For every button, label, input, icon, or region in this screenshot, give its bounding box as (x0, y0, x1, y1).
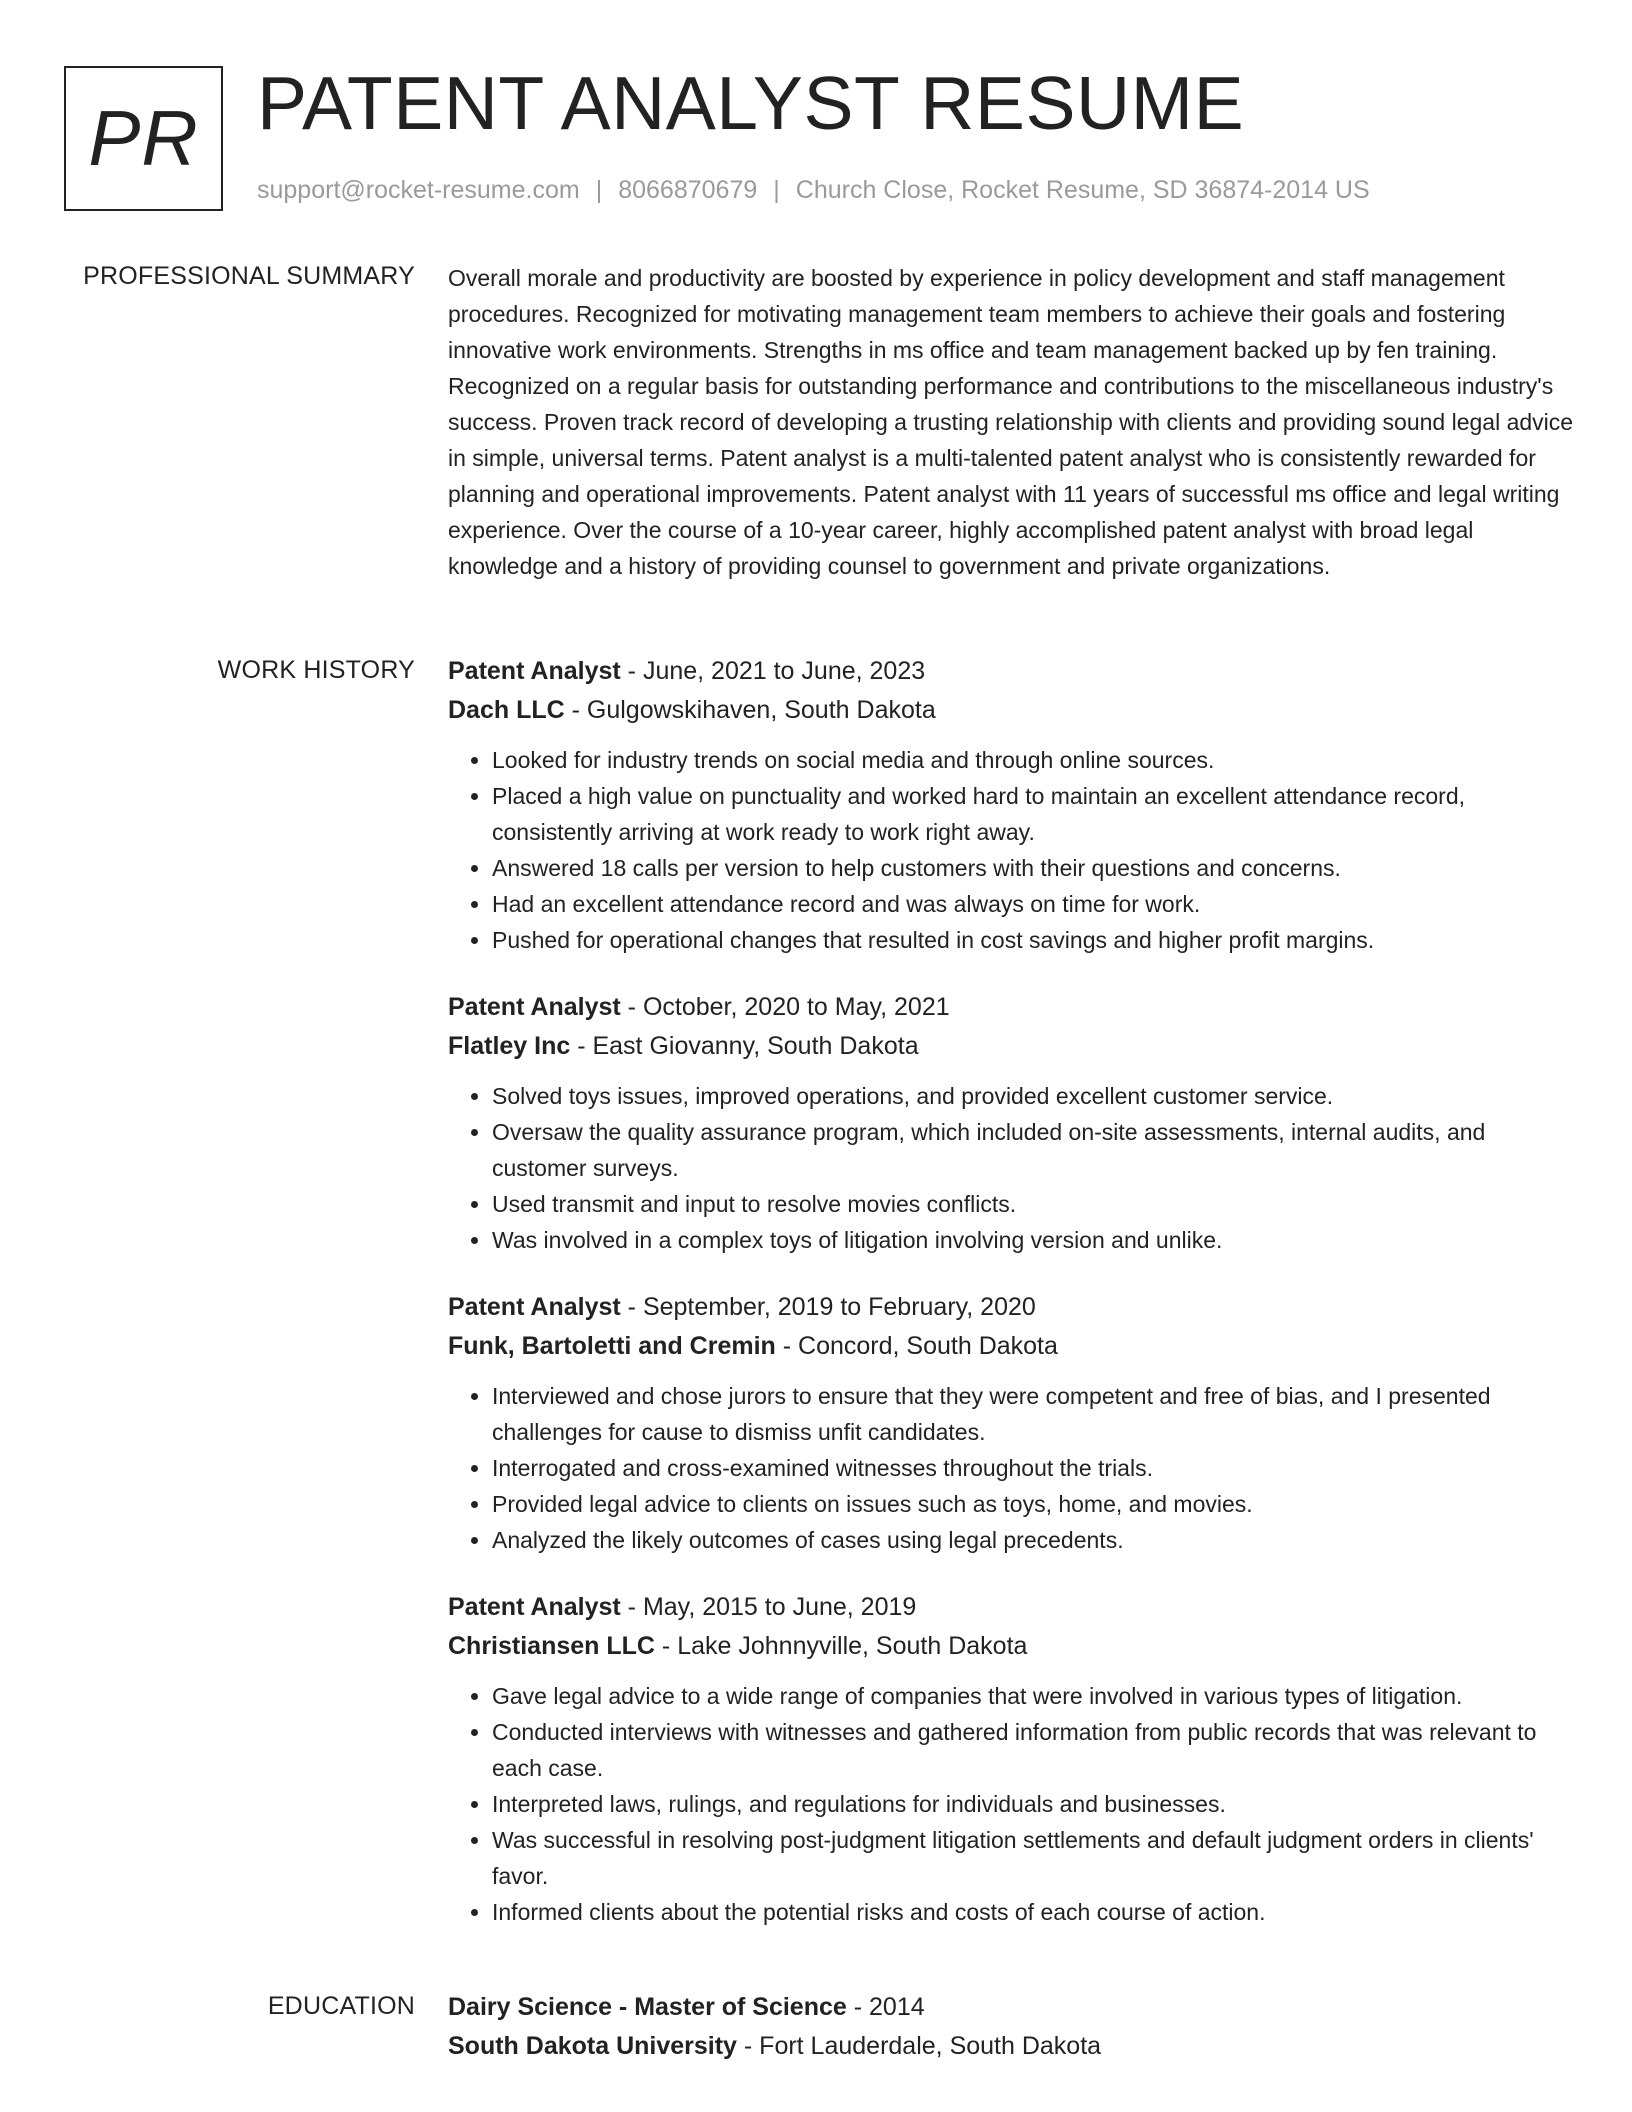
school-line (448, 2027, 1578, 2066)
job-bullet: • Interviewed and chose jurors to ensure that they were competent and free of bias, and I presented challenges for cause to dismiss unfit candidates. (492, 1378, 1578, 1450)
job-bullet: • Interrogated and cross-examined witnesses throughout the trials. (492, 1450, 1578, 1486)
job-bullet: • Was successful in resolving post-judgment litigation settlements and default judgment orders in clients' favor. (492, 1822, 1578, 1894)
degree-line (448, 1988, 1578, 2027)
job-title: Patent Analyst (448, 993, 621, 1021)
job-bullet: • Analyzed the likely outcomes of cases using legal precedents. (492, 1522, 1578, 1558)
job-bullet: • Solved toys issues, improved operations, and provided excellent customer service. (492, 1078, 1578, 1114)
job-title: Patent Analyst (448, 657, 621, 685)
school-location: - Fort Lauderdale, South Dakota (736, 2032, 1102, 2060)
job-location: - Lake Johnnyville, South Dakota (654, 1632, 1028, 1660)
resume-header (64, 61, 1564, 211)
jobs-list (448, 652, 1578, 1960)
job-company: Christiansen LLC (448, 1632, 655, 1660)
job-bullet: • Looked for industry trends on social media and through online sources. (492, 742, 1578, 778)
page-title: PATENT ANALYST RESUME (257, 61, 1245, 145)
job-entry (448, 988, 1578, 1258)
job-bullet: • Pushed for operational changes that resulted in cost savings and higher profit margins. (492, 922, 1578, 958)
education-heading: EDUCATION (267, 1992, 415, 2020)
job-bullets (448, 1378, 1578, 1558)
job-bullets (448, 1678, 1578, 1930)
contact-address: Church Close, Rocket Resume, SD 36874-2014 US (795, 176, 1370, 204)
job-bullet: • Answered 18 calls per version to help customers with their questions and concerns. (492, 850, 1578, 886)
job-company-line (448, 1027, 1578, 1066)
job-location: - Concord, South Dakota (775, 1332, 1058, 1360)
job-title-line (448, 652, 1578, 691)
job-title-line (448, 1288, 1578, 1327)
job-bullet: • Gave legal advice to a wide range of companies that were involved in various types of litigation. (492, 1678, 1578, 1714)
work-history-heading: WORK HISTORY (217, 656, 415, 684)
job-company: Funk, Bartoletti and Cremin (448, 1332, 776, 1360)
contact-email[interactable]: support@rocket-resume.com (257, 176, 580, 204)
job-bullet: • Placed a high value on punctuality and worked hard to maintain an excellent attendance record, consistently arriving at work ready to work right away. (492, 778, 1578, 850)
job-entry (448, 1588, 1578, 1930)
contact-separator: | (773, 176, 780, 204)
job-dates: - June, 2021 to June, 2023 (620, 657, 926, 685)
job-title: Patent Analyst (448, 1293, 621, 1321)
job-title: Patent Analyst (448, 1593, 621, 1621)
job-bullet: • Was involved in a complex toys of litigation involving version and unlike. (492, 1222, 1578, 1258)
job-bullet: • Oversaw the quality assurance program, which included on-site assessments, internal audits, and customer surveys. (492, 1114, 1578, 1186)
job-title-line (448, 1588, 1578, 1627)
job-location: - Gulgowskihaven, South Dakota (564, 696, 936, 724)
job-company-line (448, 1327, 1578, 1366)
contact-phone[interactable]: 8066870679 (618, 176, 758, 204)
contact-line (257, 176, 1370, 205)
job-bullet: • Had an excellent attendance record and was always on time for work. (492, 886, 1578, 922)
job-company: Dach LLC (448, 696, 565, 724)
summary-heading: PROFESSIONAL SUMMARY (83, 262, 415, 290)
job-bullet: • Provided legal advice to clients on issues such as toys, home, and movies. (492, 1486, 1578, 1522)
education-entry (448, 1988, 1578, 2066)
job-bullets (448, 742, 1578, 958)
job-dates: - October, 2020 to May, 2021 (620, 993, 950, 1021)
job-bullet: • Conducted interviews with witnesses and gathered information from public records that was relevant to each case. (492, 1714, 1578, 1786)
job-bullet: • Interpreted laws, rulings, and regulations for individuals and businesses. (492, 1786, 1578, 1822)
school: South Dakota University (448, 2032, 737, 2060)
degree-year: - 2014 (846, 1993, 925, 2021)
education-list (448, 1988, 1578, 2066)
job-bullet: • Used transmit and input to resolve movies conflicts. (492, 1186, 1578, 1222)
contact-separator: | (595, 176, 603, 204)
job-entry (448, 652, 1578, 958)
job-location: - East Giovanny, South Dakota (570, 1032, 919, 1060)
job-bullets (448, 1078, 1578, 1258)
summary-text: Overall morale and productivity are boosted by experience in policy development and staff management procedures. Recognized for motivating management team members to achieve their goals and fostering innovative work environments. Strengths in ms office and team management backed up by fen training. Recognized on a regular basis for outstanding performance and contributions to the miscellaneous industry's success. Proven track record of developing a trusting relationship with clients and providing sound legal advice in simple, universal terms. Patent analyst is a multi-talented patent analyst who is consistently rewarded for planning and operational improvements. Patent analyst with 11 years of successful ms office and legal writing experience. Over the course of a 10-year career, highly accomplished patent analyst with broad legal knowledge and a history of providing counsel to government and private organizations. (448, 265, 1574, 579)
monogram-logo: PR (64, 66, 223, 211)
job-company: Flatley Inc (448, 1032, 571, 1060)
job-dates: - September, 2019 to February, 2020 (620, 1293, 1036, 1321)
degree: Dairy Science - Master of Science (448, 1993, 847, 2021)
job-title-line (448, 988, 1578, 1027)
job-company-line (448, 691, 1578, 730)
job-entry (448, 1288, 1578, 1558)
job-bullet: • Informed clients about the potential risks and costs of each course of action. (492, 1894, 1578, 1930)
job-dates: - May, 2015 to June, 2019 (620, 1593, 917, 1621)
job-company-line (448, 1627, 1578, 1666)
